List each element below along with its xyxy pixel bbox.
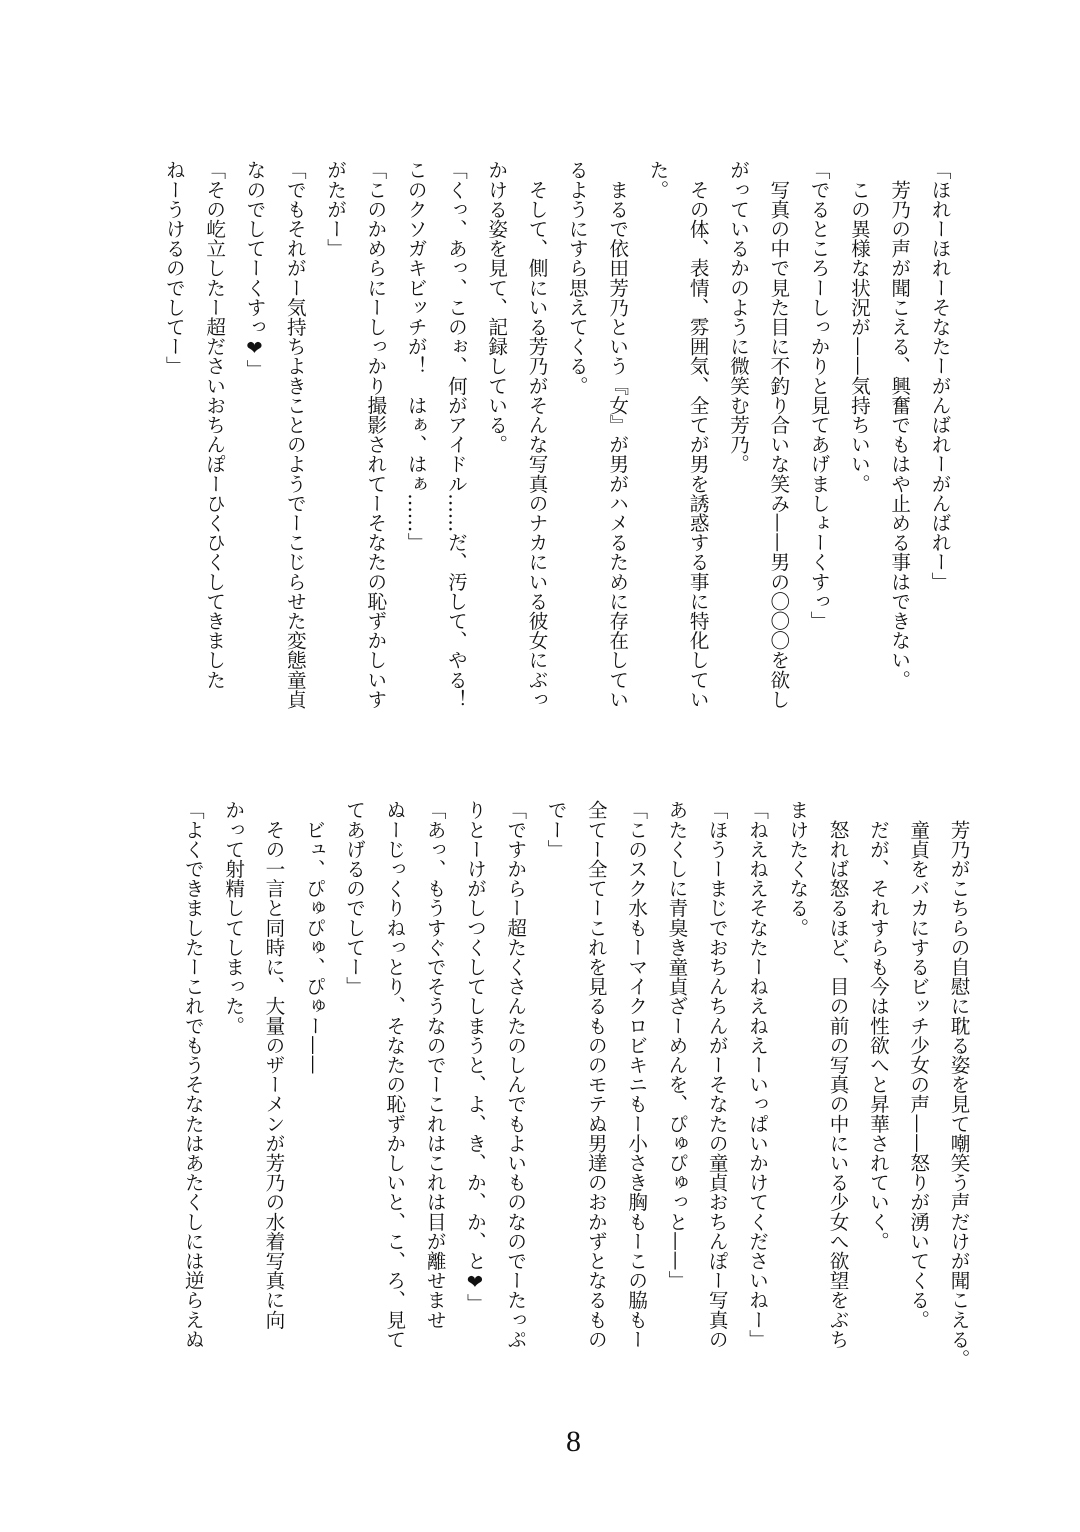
text-column: てあげるのでしてー」 <box>342 800 366 996</box>
text-column: がっているかのように微笑む芳乃。 <box>726 160 750 474</box>
text-column: 「くっ、あっ、このぉ、何がアイドル……だ、汚して、やる！ <box>444 160 468 709</box>
text-column: まるで依田芳乃という『女』が男がハメるために存在してい <box>605 160 629 709</box>
text-column: 芳乃がこちらの自慰に耽る姿を見て嘲笑う声だけが聞こえる。 <box>947 800 970 1369</box>
text-column: 「ほれーほれーそなたーがんばれーがんばれー」 <box>928 160 951 592</box>
text-column: ビュ、ぴゅぴゅ、ぴゅー—— <box>302 800 326 1075</box>
text-column: かける姿を見て、記録している。 <box>484 160 508 454</box>
text-column: 「よくできましたーこれでもうそなたはあたくしには逆らえぬ <box>181 800 205 1349</box>
page-number: 8 <box>566 1425 581 1458</box>
text-column: このクソガキビッチが！ はぁ、はぁ……」 <box>404 160 428 552</box>
text-column: だが、それすらも今は性欲へと昇華されていく。 <box>866 800 890 1251</box>
text-column: その体、表情、雰囲気、全てが男を誘惑する事に特化してい <box>686 160 710 709</box>
text-column: かって射精してしまった。 <box>221 800 245 1036</box>
text-column: まけたくなる。 <box>785 800 809 938</box>
text-column: 「その屹立したー超ださいおちんぽーひくひくしてきました <box>202 160 226 690</box>
text-column: なのでしてーくすっ❤」 <box>242 160 266 379</box>
text-column: あたくしに青臭き童貞ざーめんを、ぴゅぴゅっと——」 <box>664 800 688 1290</box>
text-column: でー」 <box>544 800 568 859</box>
text-column: 芳乃の声が聞こえる、興奮でもはや止める事はできない。 <box>887 160 911 690</box>
text-column: 「このスク水もーマイクロビキニもー小さき胸もーこの脇もー <box>624 800 648 1349</box>
text-column: 「ねえねえそなたーねえねえーいっぱいかけてくださいねー」 <box>745 800 769 1349</box>
text-column: 童貞をバカにするビッチ少女の声——怒りが湧いてくる。 <box>906 800 930 1330</box>
text-column: 写真の中で見た目に不釣り合いな笑み——男の〇〇〇を欲し <box>766 160 790 709</box>
text-column: ねーうけるのでしてー」 <box>162 160 186 376</box>
text-column: 「あっ、もうすぐでそうなのでーこれはこれは目が離せませ <box>423 800 447 1330</box>
text-block-top <box>153 160 959 720</box>
text-column: がたがー」 <box>323 160 347 258</box>
text-column: 「ほうーまじでおちんちんがーそなたの童貞おちんぽー写真の <box>705 800 729 1349</box>
text-column: た。 <box>645 160 669 200</box>
text-column: るようにすら思えてくる。 <box>565 160 589 396</box>
text-column: 「ですからー超たくさんたのしんでもよいものなのでーたっぷ <box>503 800 527 1349</box>
text-column: この異様な状況が——気持ちいい。 <box>847 160 871 494</box>
text-column: 「でもそれがー気持ちよきことのようでーこじらせた変態童貞 <box>283 160 307 709</box>
text-column: 「でるところーしっかりと見てあげましょーくすっ」 <box>807 160 831 631</box>
text-column: そして、側にいる芳乃がそんな写真のナカにいる彼女にぶっ <box>525 160 549 709</box>
text-block-bottom <box>172 800 978 1369</box>
text-column: 「このかめらにーしっかり撮影されてーそなたの恥ずかしいす <box>363 160 387 709</box>
text-column: りとーけがしつくしてしまうと、よ、き、か、か、と❤」 <box>463 800 487 1313</box>
text-column: その一言と同時に、大量のザーメンが芳乃の水着写真に向 <box>261 800 285 1330</box>
text-column: 怒れば怒るほど、目の前の写真の中にいる少女へ欲望をぶち <box>826 800 850 1349</box>
text-column: ぬーじっくりねっとり、そなたの恥ずかしいと、こ、ろ、見て <box>382 800 406 1349</box>
text-column: 全てー全てーこれを見るもののモテぬ男達のおかずとなるもの <box>584 800 608 1349</box>
